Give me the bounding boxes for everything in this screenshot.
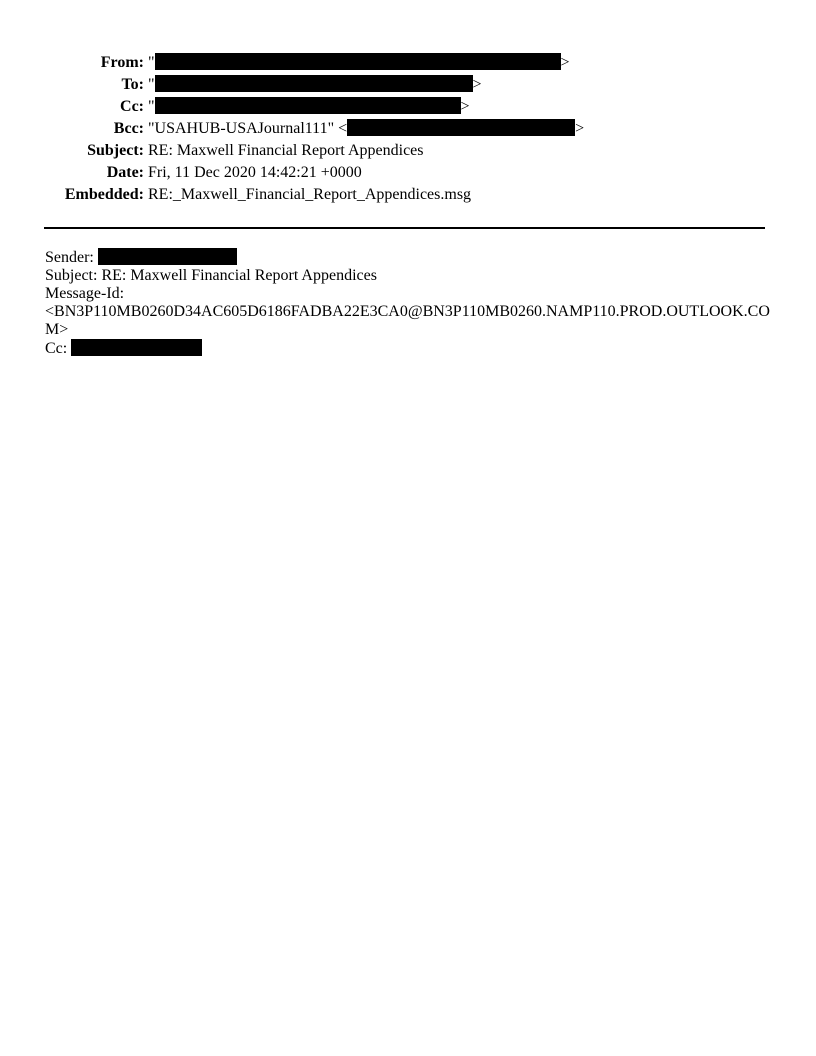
header-bcc-row	[0, 118, 816, 140]
from-value	[148, 52, 570, 74]
sender-redaction	[98, 248, 237, 265]
header-subject-row	[0, 140, 816, 162]
email-header	[0, 52, 816, 206]
cc-suffix: >	[460, 98, 470, 115]
cc-label: Cc:	[120, 98, 144, 115]
cc-redaction	[155, 97, 461, 114]
header-embedded-row	[0, 184, 816, 206]
bcc-redaction	[347, 119, 575, 136]
to-suffix: >	[472, 76, 482, 93]
header-cc-row	[0, 96, 816, 118]
embedded-label: Embedded:	[64, 186, 144, 203]
to-label: To:	[121, 76, 144, 93]
to-redaction	[155, 75, 473, 92]
date-value: Fri, 11 Dec 2020 14:42:21 +0000	[148, 164, 362, 181]
cc-value	[148, 96, 470, 118]
from-suffix: >	[560, 54, 570, 71]
bcc-suffix: >	[575, 120, 585, 137]
bcc-label: Bcc:	[113, 120, 144, 137]
header-from-row	[0, 52, 816, 74]
header-divider	[44, 227, 765, 229]
bcc-value	[148, 118, 584, 140]
message-id-label: Message-Id:	[45, 285, 125, 302]
sender-row	[45, 248, 775, 267]
cc-prefix: "	[148, 98, 155, 115]
message-metadata	[45, 248, 775, 358]
from-label: From:	[100, 54, 144, 71]
meta-subject-line: Subject: RE: Maxwell Financial Report Appendices	[45, 267, 377, 284]
subject-value: RE: Maxwell Financial Report Appendices	[148, 142, 424, 159]
to-prefix: "	[148, 76, 155, 93]
bcc-prefix: "USAHUB-USAJournal111" <	[148, 120, 348, 137]
date-label: Date:	[106, 164, 144, 181]
subject-label: Subject:	[87, 142, 144, 159]
message-id-value: <BN3P110MB0260D34AC605D6186FADBA22E3CA0@BN3P110MB0260.NAMP110.PROD.OUTLOOK.COM>	[45, 303, 770, 338]
header-to-row	[0, 74, 816, 96]
from-redaction	[155, 53, 561, 70]
meta-cc-redaction	[71, 339, 202, 356]
to-value	[148, 74, 482, 96]
meta-cc-label: Cc:	[45, 340, 68, 357]
sender-label: Sender:	[45, 249, 94, 266]
header-date-row	[0, 162, 816, 184]
embedded-value: RE:_Maxwell_Financial_Report_Appendices.msg	[148, 186, 472, 203]
meta-cc-row	[45, 339, 775, 358]
from-prefix: "	[148, 54, 155, 71]
